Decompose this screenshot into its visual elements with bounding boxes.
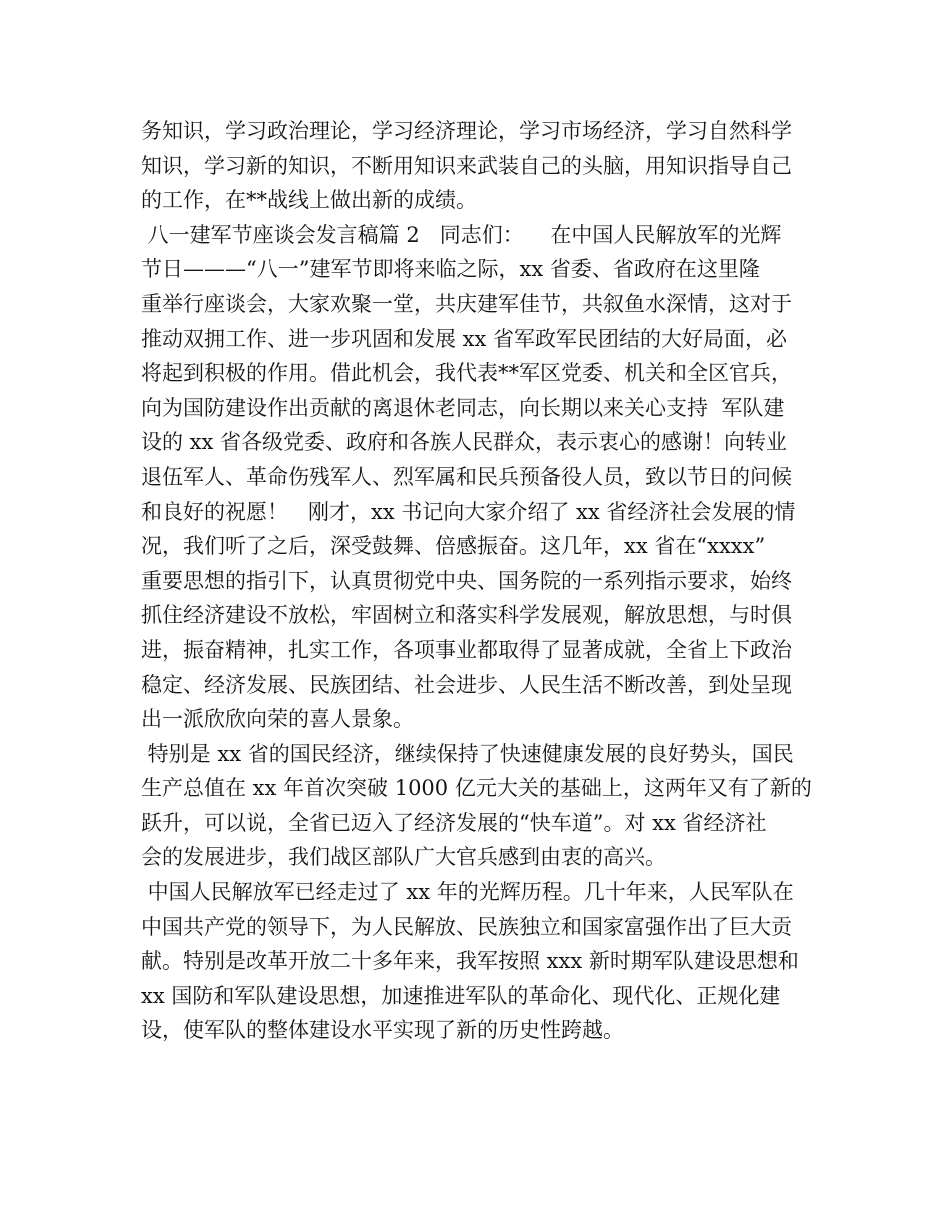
text-line: 八一建军节座谈会发言稿篇 2 同志们： 在中国人民解放军的光辉 xyxy=(141,222,782,247)
text-line: xx 国防和军队建设思想，加速推进军队的革命化、现代化、正规化建 xyxy=(141,983,781,1008)
text-line: 跃升，可以说，全省已迈入了经济发展的“快车道”。对 xx 省经济社 xyxy=(141,810,767,835)
text-line: 知识，学习新的知识，不断用知识来武装自己的头脑，用知识指导自己 xyxy=(141,153,792,178)
text-line: 进，振奋精神，扎实工作，各项事业都取得了显著成就，全省上下政治 xyxy=(141,637,792,662)
text-line: 向为国防建设作出贡献的离退休老同志，向长期以来关心支持 军队建 xyxy=(141,395,785,420)
text-line: 况，我们听了之后，深受鼓舞、倍感振奋。这几年，xx 省在“xxxx” xyxy=(141,534,766,559)
text-line: 的工作，在**战线上做出新的成绩。 xyxy=(141,188,477,213)
text-line: 出一派欣欣向荣的喜人景象。 xyxy=(141,707,414,732)
text-line: 中国共产党的领导下，为人民解放、民族独立和国家富强作出了巨大贡 xyxy=(141,914,792,939)
text-line: 生产总值在 xx 年首次突破 1000 亿元大关的基础上，这两年又有了新的 xyxy=(141,776,812,801)
text-line: 务知识，学习政治理论，学习经济理论，学习市场经济，学习自然科学 xyxy=(141,119,792,143)
document-body xyxy=(141,114,821,1048)
text-line: 特别是 xx 省的国民经济，继续保持了快速健康发展的良好势头，国民 xyxy=(141,741,794,766)
text-line: 设的 xx 省各级党委、政府和各族人民群众，表示衷心的感谢！向转业 xyxy=(141,430,788,455)
text-line: 献。特别是改革开放二十多年来，我军按照 xxx 新时期军队建设思想和 xyxy=(141,949,799,974)
text-line: 推动双拥工作、进一步巩固和发展 xx 省军政军民团结的大好局面，必 xyxy=(141,326,788,351)
text-line: 退伍军人、革命伤残军人、烈军属和民兵预备役人员，致以节日的问候 xyxy=(141,464,792,489)
text-line: 设，使军队的整体建设水平实现了新的历史性跨越。 xyxy=(141,1018,624,1043)
text-line: 中国人民解放军已经走过了 xx 年的光辉历程。几十年来，人民军队在 xyxy=(141,880,794,905)
text-line: 重要思想的指引下，认真贯彻党中央、国务院的一系列指示要求，始终 xyxy=(141,568,792,593)
text-line: 会的发展进步，我们战区部队广大官兵感到由衷的高兴。 xyxy=(141,845,666,870)
text-line: 节日———“八一”建军节即将来临之际，xx 省委、省政府在这里隆 xyxy=(141,257,760,282)
text-line: 重举行座谈会，大家欢聚一堂，共庆建军佳节，共叙鱼水深情，这对于 xyxy=(141,291,792,316)
text-line: 抓住经济建设不放松，牢固树立和落实科学发展观，解放思想，与时俱 xyxy=(141,603,792,628)
text-line: 将起到积极的作用。借此机会，我代表**军区党委、机关和全区官兵， xyxy=(141,361,792,386)
text-line: 和良好的祝愿！ 刚才，xx 书记向大家介绍了 xx 省经济社会发展的情 xyxy=(141,499,796,524)
text-line: 稳定、经济发展、民族团结、社会进步、人民生活不断改善，到处呈现 xyxy=(141,672,792,697)
